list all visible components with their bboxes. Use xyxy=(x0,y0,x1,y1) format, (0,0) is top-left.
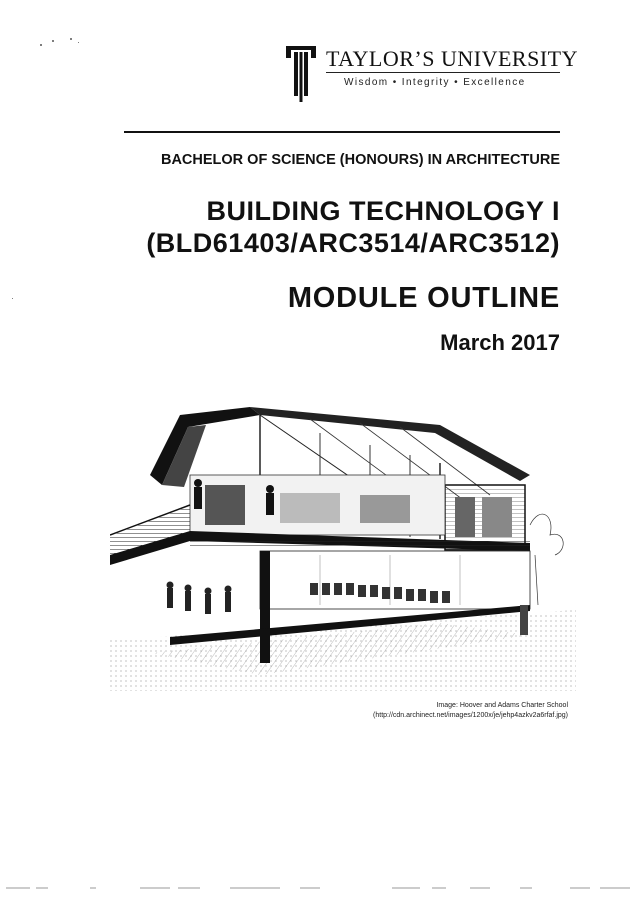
image-caption-source: (http://cdn.archinect.net/images/1200x/je/jehp4azkv2a6rfaf.jpg) xyxy=(373,711,568,719)
scan-speck xyxy=(40,44,42,46)
image-caption xyxy=(373,701,568,720)
university-tagline: Wisdom • Integrity • Excellence xyxy=(344,77,526,88)
scan-speck xyxy=(78,42,79,43)
scan-speck xyxy=(12,298,13,299)
university-name-underline xyxy=(326,72,560,73)
building-section-illustration xyxy=(110,405,576,691)
university-name: TAYLOR’S UNIVERSITY xyxy=(326,46,578,71)
scan-speck xyxy=(70,38,72,40)
course-title: BUILDING TECHNOLOGY I xyxy=(206,196,560,226)
document-date: March 2017 xyxy=(440,330,560,355)
programme-name: BACHELOR OF SCIENCE (HONOURS) IN ARCHITECTURE xyxy=(160,152,560,168)
course-codes: (BLD61403/ARC3514/ARC3512) xyxy=(146,228,560,258)
document-title: MODULE OUTLINE xyxy=(287,282,560,314)
scan-noise-bottom xyxy=(0,886,638,890)
scan-speck xyxy=(52,40,54,42)
header-divider xyxy=(124,131,560,133)
taylors-shield-icon xyxy=(286,46,316,102)
image-caption-title: Image: Hoover and Adams Charter School xyxy=(436,702,568,709)
